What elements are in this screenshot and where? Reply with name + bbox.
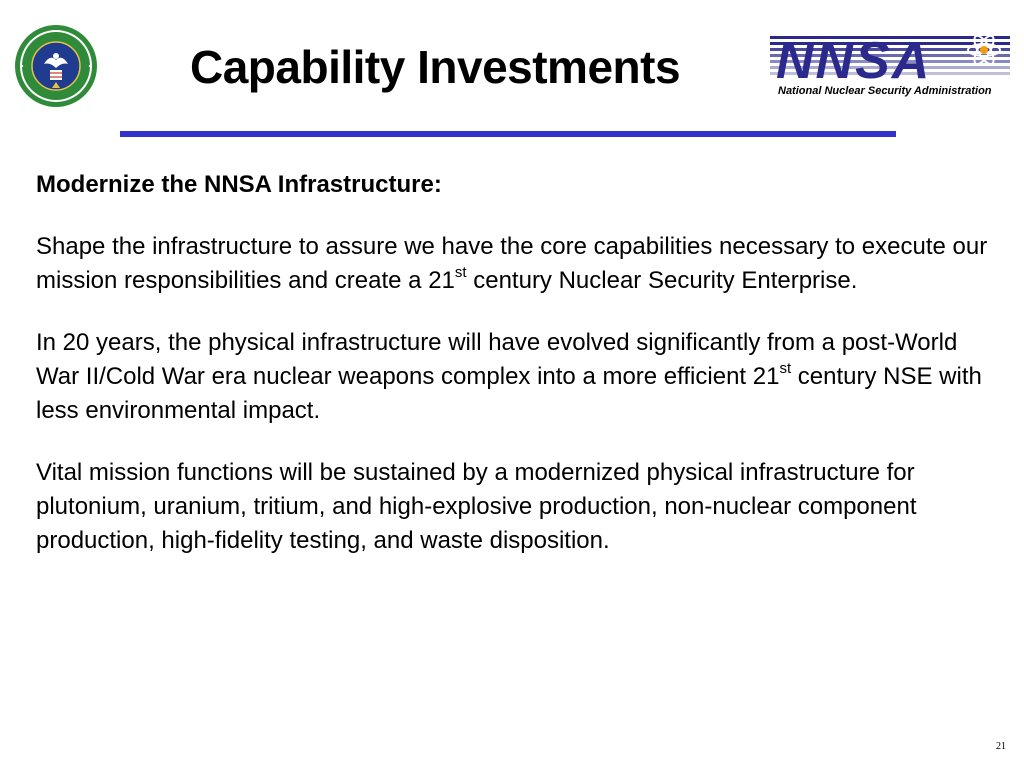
slide-body [36, 168, 996, 558]
paragraph-twenty-years [36, 326, 996, 428]
title-divider [120, 131, 896, 137]
page-number: 21 [996, 741, 1006, 752]
paragraph-text: Shape the infrastructure to assure we have the core capabilities necessary to execute our mission responsibilities and create a 21 [36, 233, 988, 294]
paragraph-text: century NSE with less environmental impact. [36, 363, 982, 424]
nnsa-subtitle: National Nuclear Security Administration [778, 85, 992, 97]
paragraph-vital-mission: Vital mission functions will be sustained by a modernized physical infrastructure for plutonium, uranium, tritium, and high-explosive production, non-nuclear component production, high-fidelity testing, and waste disposition. [36, 459, 917, 554]
nnsa-logo-icon [768, 30, 1016, 100]
superscript: st [779, 360, 792, 377]
svg-text:NNSA: NNSA [776, 32, 932, 90]
slide-title: Capability Investments [190, 41, 681, 93]
paragraph-text: In 20 years, the physical infrastructure will have evolved significantly from a post-World War II/Cold War era nuclear weapons complex into a more efficient 21 [36, 329, 958, 390]
paragraph-text: century Nuclear Security Enterprise. [466, 267, 858, 294]
doe-seal-icon [14, 24, 98, 108]
section-heading: Modernize the NNSA Infrastructure: [36, 171, 442, 198]
superscript: st [454, 264, 467, 281]
paragraph-shape-infrastructure [36, 230, 996, 298]
